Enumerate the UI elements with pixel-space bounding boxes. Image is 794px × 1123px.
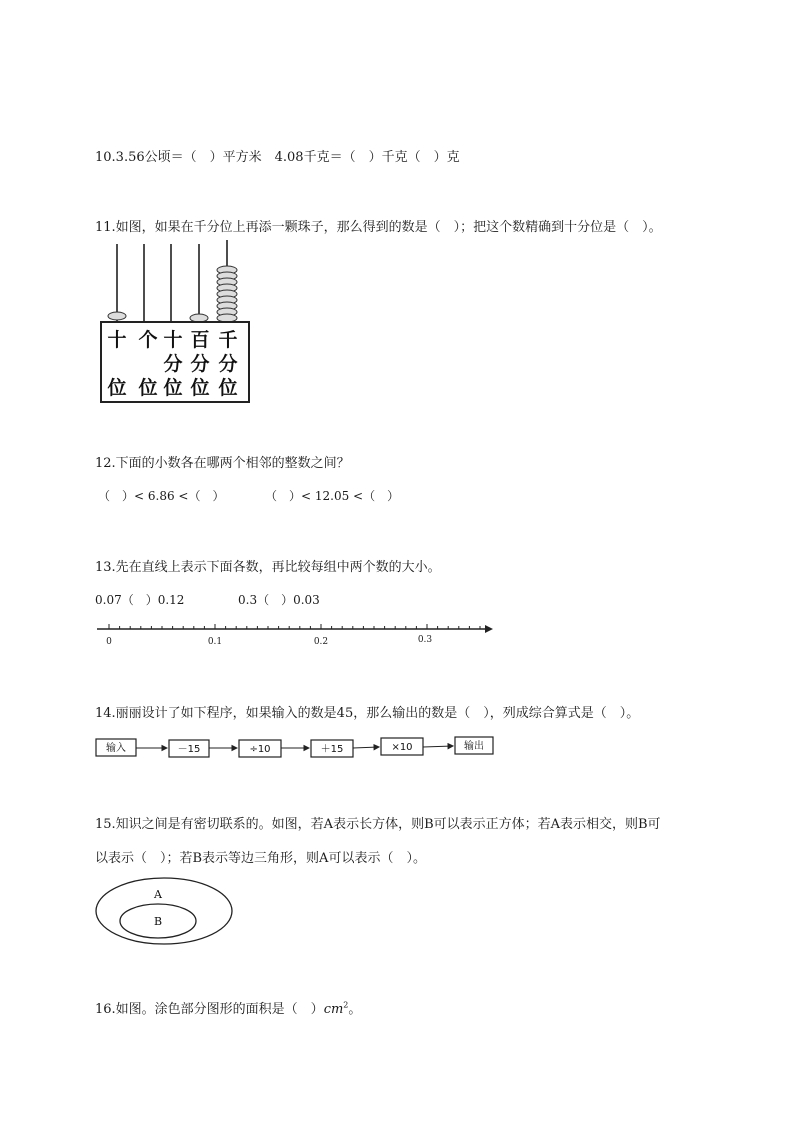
svg-text:位: 位 bbox=[218, 377, 238, 399]
flow-output-box: 输出 bbox=[464, 741, 484, 752]
venn-diagram bbox=[95, 876, 235, 946]
svg-text:位: 位 bbox=[190, 377, 210, 399]
flow-input-box: 输入 bbox=[106, 743, 126, 754]
question-13-part-b: 0.3（ ）0.03 bbox=[238, 593, 320, 607]
flow-times-10-box: ×10 bbox=[391, 742, 413, 753]
question-15-line-1: 15.知识之间是有密切联系的。如图，若A表示长方体，则B可以表示正方体；若A表示相交，则B可 bbox=[95, 817, 661, 832]
question-16-unit: cm bbox=[323, 1002, 344, 1017]
numberline-label-0.2: 0.2 bbox=[313, 637, 329, 647]
svg-text:分: 分 bbox=[163, 353, 183, 375]
svg-text:位: 位 bbox=[163, 377, 183, 399]
question-16-text: 16.如图。涂色部分图形的面积是（ ） bbox=[95, 1002, 324, 1017]
number-line bbox=[95, 620, 495, 650]
question-15-line-2: 以表示（ ）；若B表示等边三角形，则A可以表示（ ）。 bbox=[95, 851, 426, 866]
venn-label-b: B bbox=[153, 915, 163, 928]
question-14: 14.丽丽设计了如下程序，如果输入的数是45，那么输出的数是（ ），列成综合算式是（ ）。 bbox=[95, 706, 640, 721]
abacus-label-thousandths: 千 bbox=[218, 329, 238, 351]
flow-minus-15-box: －15 bbox=[177, 744, 201, 755]
question-16: 16.如图。涂色部分图形的面积是（ ）$cm^2$。 bbox=[95, 1000, 362, 1017]
question-12-part-b: （ ）< 12.05 <（ ） bbox=[265, 489, 400, 503]
question-16-exponent: 2 bbox=[343, 1000, 349, 1010]
numberline-label-0: 0 bbox=[106, 637, 112, 647]
question-13-part-a: 0.07（ ）0.12 bbox=[95, 593, 185, 607]
numberline-label-0.3: 0.3 bbox=[417, 635, 433, 645]
question-13: 13.先在直线上表示下面各数，再比较每组中两个数的大小。 bbox=[95, 560, 441, 575]
abacus-label-hundredths: 百 bbox=[190, 329, 210, 351]
svg-text:位: 位 bbox=[107, 377, 127, 399]
svg-text:分: 分 bbox=[218, 353, 238, 375]
abacus-label-tens: 十 bbox=[107, 329, 127, 351]
flow-divide-10-box: ÷10 bbox=[249, 744, 271, 755]
abacus-figure bbox=[95, 240, 255, 410]
program-flowchart bbox=[95, 735, 505, 765]
question-11: 11.如图，如果在千分位上再添一颗珠子，那么得到的数是（ ）；把这个数精确到十分位是（ ）。 bbox=[95, 220, 662, 235]
question-12-part-a: （ ）< 6.86 <（ ） bbox=[98, 489, 225, 503]
svg-text:位: 位 bbox=[138, 377, 158, 399]
venn-label-a: A bbox=[154, 888, 162, 901]
abacus-label-tenths: 十 bbox=[163, 329, 183, 351]
flow-plus-15-box: ＋15 bbox=[320, 744, 344, 755]
abacus-label-ones: 个 bbox=[138, 329, 158, 351]
question-10: 10.3.56公顷＝（ ）平方米 4.08千克＝（ ）千克（ ）克 bbox=[95, 150, 460, 165]
numberline-label-0.1: 0.1 bbox=[207, 637, 223, 647]
question-12: 12.下面的小数各在哪两个相邻的整数之间？ bbox=[95, 456, 350, 471]
svg-text:分: 分 bbox=[190, 353, 210, 375]
